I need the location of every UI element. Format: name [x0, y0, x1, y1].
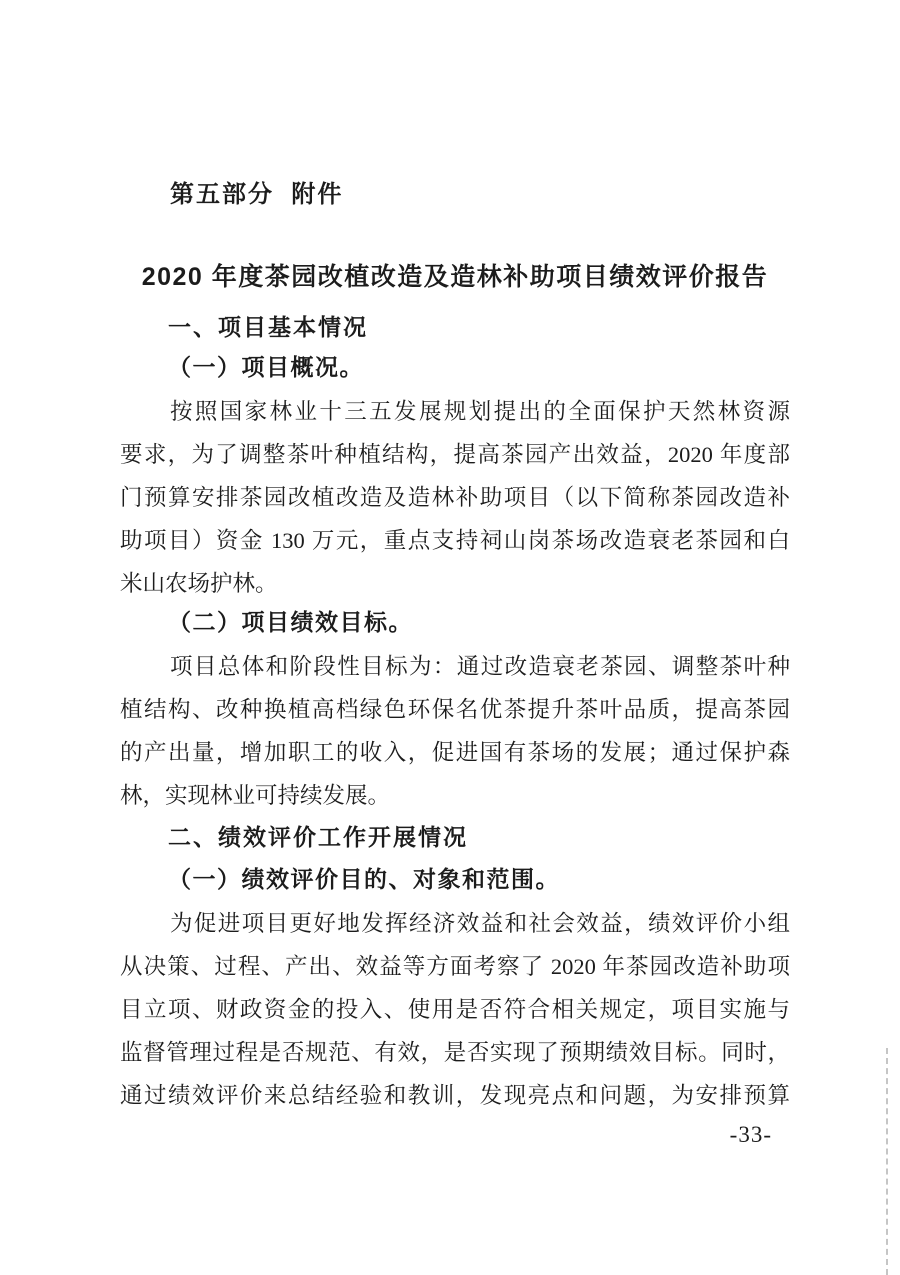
paragraph-project-overview: [120, 390, 790, 605]
scan-artifact-dashed-line: [886, 1048, 888, 1275]
report-title: 2020 年度茶园改植改造及造林补助项目绩效评价报告: [141, 263, 769, 291]
paragraph-evaluation-purpose: [120, 902, 790, 1117]
text-line: 助项目）资金 130 万元，重点支持祠山岗茶场改造衰老茶园和白: [120, 528, 790, 553]
page-number: -33-: [729, 1122, 772, 1147]
text-line: 的产出量，增加职工的收入，促进国有茶场的发展；通过保护森: [120, 740, 790, 765]
text-line: 为促进项目更好地发挥经济效益和社会效益，绩效评价小组: [170, 911, 790, 936]
text-line: 从决策、过程、产出、效益等方面考察了 2020 年茶园改造补助项: [120, 954, 790, 979]
text-line: 要求，为了调整茶叶种植结构，提高茶园产出效益，2020 年度部: [120, 442, 790, 467]
text-line: 林，实现林业可持续发展。: [120, 783, 391, 808]
subsection-heading-2-1: （一）绩效评价目的、对象和范围。: [168, 866, 560, 892]
text-line: 通过绩效评价来总结经验和教训，发现亮点和问题，为安排预算: [120, 1083, 790, 1108]
text-line: 按照国家林业十三五发展规划提出的全面保护天然林资源: [170, 399, 790, 424]
text-line: 监督管理过程是否规范、有效，是否实现了预期绩效目标。同时，: [120, 1040, 790, 1065]
section-heading-2: 二、绩效评价工作开展情况: [168, 824, 468, 850]
text-line: 目立项、财政资金的投入、使用是否符合相关规定，项目实施与: [120, 997, 790, 1022]
subsection-heading-1-2: （二）项目绩效目标。: [168, 609, 413, 635]
text-line: 门预算安排茶园改植改造及造林补助项目（以下简称茶园改造补: [120, 485, 790, 510]
part-heading: 第五部分 附件: [170, 181, 344, 208]
subsection-heading-1-1: （一）项目概况。: [168, 354, 364, 380]
paragraph-performance-goals: [120, 645, 790, 817]
text-line: 米山农场护林。: [120, 571, 278, 596]
text-line: 项目总体和阶段性目标为：通过改造衰老茶园、调整茶叶种: [170, 654, 790, 679]
text-line: 植结构、改种换植高档绿色环保名优茶提升茶叶品质，提高茶园: [120, 697, 790, 722]
section-heading-1: 一、项目基本情况: [168, 314, 368, 340]
